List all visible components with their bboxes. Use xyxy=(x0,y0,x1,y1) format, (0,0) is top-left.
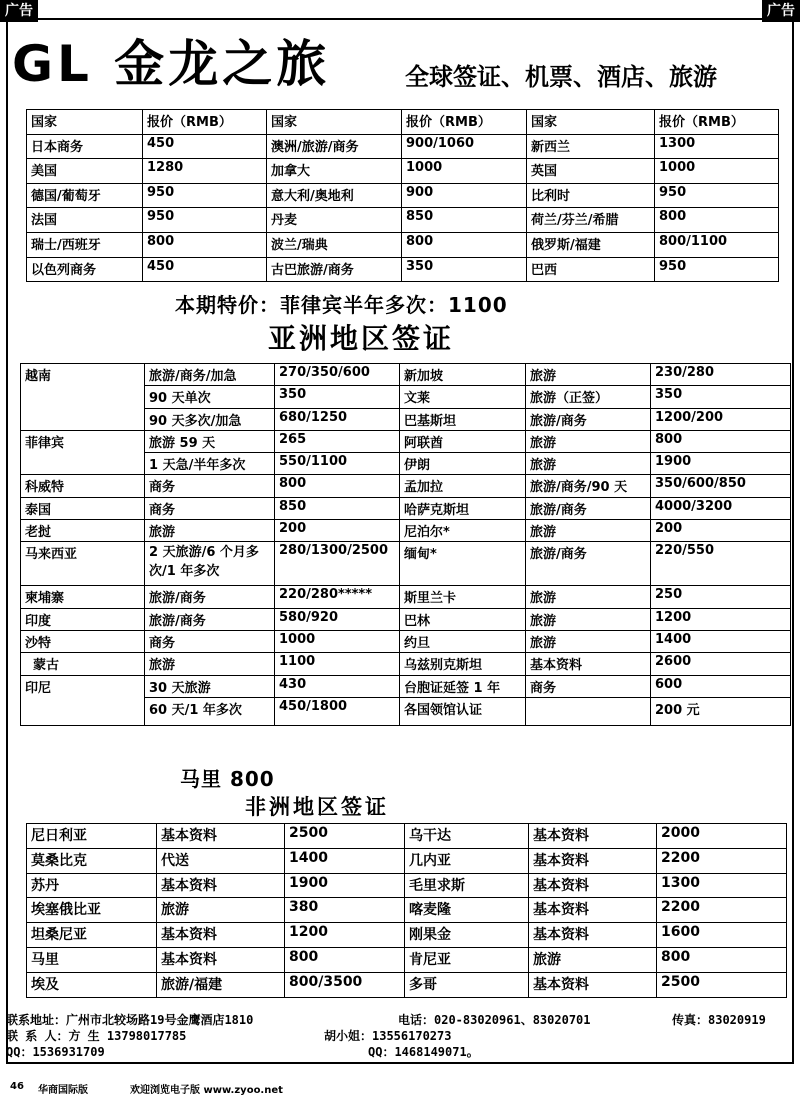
country-cell: 阿联酋 xyxy=(400,430,526,452)
africa-visa-table xyxy=(26,823,787,998)
country-cell: 沙特 xyxy=(21,630,145,652)
visa-type-cell: 基本资料 xyxy=(529,824,657,849)
country-cell: 几内亚 xyxy=(405,848,529,873)
column-header: 国家 xyxy=(27,110,143,135)
price-cell: 800 xyxy=(402,232,527,257)
country-cell: 孟加拉 xyxy=(400,475,526,497)
visa-type-cell: 基本资料 xyxy=(529,972,657,997)
country-cell: 法国 xyxy=(27,208,143,233)
country-cell: 瑞士/西班牙 xyxy=(27,232,143,257)
country-cell: 英国 xyxy=(527,159,655,184)
visa-type-cell: 代送 xyxy=(157,848,285,873)
contact-person-2: 胡小姐：13556170273 xyxy=(324,1029,452,1043)
country-cell: 以色列商务 xyxy=(27,257,143,282)
country-cell: 尼日利亚 xyxy=(27,824,157,849)
price-cell: 1000 xyxy=(402,159,527,184)
visa-type-cell: 旅游 xyxy=(526,453,651,475)
table-row xyxy=(27,972,787,997)
country-cell: 日本商务 xyxy=(27,134,143,159)
visa-type-cell: 2 天旅游/6 个月多次/1 年多次 xyxy=(145,542,275,586)
brand-title: GL 金龙之旅 xyxy=(12,35,331,93)
country-cell: 美国 xyxy=(27,159,143,184)
country-cell: 科威特 xyxy=(21,475,145,497)
price-cell: 800 xyxy=(285,947,405,972)
visa-type-cell: 旅游/商务/加急 xyxy=(145,364,275,386)
price-cell: 1200 xyxy=(651,608,791,630)
price-cell: 350 xyxy=(651,386,791,408)
country-cell: 加拿大 xyxy=(267,159,402,184)
country-cell: 缅甸* xyxy=(400,542,526,586)
visa-type-cell: 商务 xyxy=(526,675,651,697)
country-cell: 斯里兰卡 xyxy=(400,586,526,608)
visa-type-cell: 基本资料 xyxy=(529,898,657,923)
price-cell: 800/3500 xyxy=(285,972,405,997)
country-cell: 毛里求斯 xyxy=(405,873,529,898)
footer-slogan: 欢迎浏览电子版 www.zyoo.net xyxy=(130,1085,283,1096)
price-cell: 1900 xyxy=(285,873,405,898)
country-cell: 埃及 xyxy=(27,972,157,997)
country-cell: 马来西亚 xyxy=(21,542,145,586)
price-cell: 2500 xyxy=(285,824,405,849)
visa-type-cell: 旅游 xyxy=(145,653,275,675)
country-cell: 蒙古 xyxy=(21,653,145,675)
price-cell: 220/550 xyxy=(651,542,791,586)
price-cell: 950 xyxy=(143,183,267,208)
country-cell: 越南 xyxy=(21,364,145,431)
price-cell: 200 xyxy=(651,520,791,542)
mali-price: 马里 800 xyxy=(180,767,275,791)
price-cell: 2200 xyxy=(657,848,787,873)
table-row xyxy=(27,134,779,159)
country-cell: 肯尼亚 xyxy=(405,947,529,972)
column-header: 国家 xyxy=(527,110,655,135)
price-cell: 2000 xyxy=(657,824,787,849)
ad-label-left: 广告 xyxy=(0,0,38,22)
contact-address: 联系地址：广州市北较场路19号金鹰酒店1810 xyxy=(6,1013,254,1027)
table-row xyxy=(27,947,787,972)
price-cell: 280/1300/2500 xyxy=(275,542,400,586)
visa-type-cell: 旅游 xyxy=(526,364,651,386)
table-row xyxy=(27,183,779,208)
country-cell: 马里 xyxy=(27,947,157,972)
price-cell: 380 xyxy=(285,898,405,923)
price-cell: 850 xyxy=(402,208,527,233)
visa-type-cell: 90 天多次/加急 xyxy=(145,408,275,430)
country-cell: 哈萨克斯坦 xyxy=(400,497,526,519)
table-row xyxy=(21,608,791,630)
visa-type-cell: 旅游 xyxy=(526,608,651,630)
country-cell: 丹麦 xyxy=(267,208,402,233)
table-row xyxy=(21,586,791,608)
price-cell: 580/920 xyxy=(275,608,400,630)
country-cell: 刚果金 xyxy=(405,923,529,948)
visa-type-cell: 基本资料 xyxy=(157,923,285,948)
visa-type-cell: 旅游 xyxy=(526,586,651,608)
country-cell: 多哥 xyxy=(405,972,529,997)
table-row xyxy=(27,257,779,282)
asia-heading: 亚洲地区签证 xyxy=(268,322,455,355)
price-cell: 800 xyxy=(651,430,791,452)
price-cell: 250 xyxy=(651,586,791,608)
country-cell: 古巴旅游/商务 xyxy=(267,257,402,282)
price-cell: 950 xyxy=(655,183,779,208)
price-cell: 270/350/600 xyxy=(275,364,400,386)
country-cell: 巴西 xyxy=(527,257,655,282)
price-cell: 200 xyxy=(275,520,400,542)
country-cell: 意大利/奥地利 xyxy=(267,183,402,208)
country-cell: 比利时 xyxy=(527,183,655,208)
country-cell: 菲律宾 xyxy=(21,430,145,475)
country-cell: 巴林 xyxy=(400,608,526,630)
column-header: 报价（RMB） xyxy=(143,110,267,135)
price-cell: 2200 xyxy=(657,898,787,923)
table-row xyxy=(21,630,791,652)
visa-type-cell: 旅游/商务 xyxy=(526,408,651,430)
country-cell: 伊朗 xyxy=(400,453,526,475)
price-cell: 950 xyxy=(655,257,779,282)
contact-qq-2: QQ：1468149071。 xyxy=(368,1045,479,1059)
price-cell: 1100 xyxy=(275,653,400,675)
visa-type-cell: 旅游 xyxy=(529,947,657,972)
visa-type-cell: 旅游 xyxy=(145,520,275,542)
visa-type-cell: 旅游 xyxy=(526,520,651,542)
visa-type-cell: 旅游/商务 xyxy=(526,542,651,586)
price-cell: 1600 xyxy=(657,923,787,948)
table-row xyxy=(27,898,787,923)
visa-type-cell: 旅游 xyxy=(157,898,285,923)
price-cell: 450/1800 xyxy=(275,697,400,725)
table-row xyxy=(27,159,779,184)
country-cell: 苏丹 xyxy=(27,873,157,898)
price-cell: 800/1100 xyxy=(655,232,779,257)
price-table xyxy=(26,109,779,282)
table-row xyxy=(21,497,791,519)
price-cell: 1300 xyxy=(655,134,779,159)
price-cell: 680/1250 xyxy=(275,408,400,430)
visa-type-cell: 旅游 59 天 xyxy=(145,430,275,452)
country-cell: 新西兰 xyxy=(527,134,655,159)
country-cell: 乌干达 xyxy=(405,824,529,849)
country-cell: 莫桑比克 xyxy=(27,848,157,873)
price-cell: 350 xyxy=(402,257,527,282)
visa-type-cell: 基本资料 xyxy=(529,848,657,873)
brand-tagline: 全球签证、机票、酒店、旅游 xyxy=(405,63,717,91)
page-footer xyxy=(0,1076,800,1098)
price-cell: 4000/3200 xyxy=(651,497,791,519)
country-cell: 各国领馆认证 xyxy=(400,697,526,725)
column-header: 报价（RMB） xyxy=(655,110,779,135)
table-row xyxy=(21,475,791,497)
table-row xyxy=(27,923,787,948)
price-cell: 265 xyxy=(275,430,400,452)
price-cell: 800 xyxy=(655,208,779,233)
visa-type-cell: 商务 xyxy=(145,475,275,497)
visa-type-cell xyxy=(526,697,651,725)
visa-type-cell: 商务 xyxy=(145,630,275,652)
country-cell: 波兰/瑞典 xyxy=(267,232,402,257)
page-number: 46 xyxy=(10,1081,24,1092)
country-cell: 台胞证延签 1 年 xyxy=(400,675,526,697)
table-row xyxy=(21,542,791,586)
visa-type-cell: 基本资料 xyxy=(157,947,285,972)
visa-type-cell: 基本资料 xyxy=(529,873,657,898)
contact-fax: 传真：83020919 xyxy=(672,1013,766,1027)
price-cell: 1280 xyxy=(143,159,267,184)
visa-type-cell: 1 天急/半年多次 xyxy=(145,453,275,475)
price-cell: 350/600/850 xyxy=(651,475,791,497)
price-cell: 1000 xyxy=(655,159,779,184)
contact-person-1: 联 系 人：方 生 13798017785 xyxy=(6,1029,187,1043)
country-cell: 坦桑尼亚 xyxy=(27,923,157,948)
contact-phone: 电话：020-83020961、83020701 xyxy=(398,1013,591,1027)
price-cell: 450 xyxy=(143,134,267,159)
country-cell: 荷兰/芬兰/希腊 xyxy=(527,208,655,233)
table-row xyxy=(21,364,791,386)
price-cell: 850 xyxy=(275,497,400,519)
country-cell: 乌兹别克斯坦 xyxy=(400,653,526,675)
visa-type-cell: 商务 xyxy=(145,497,275,519)
column-header: 国家 xyxy=(267,110,402,135)
visa-type-cell: 30 天旅游 xyxy=(145,675,275,697)
price-cell: 1300 xyxy=(657,873,787,898)
visa-type-cell: 旅游/商务/90 天 xyxy=(526,475,651,497)
country-cell: 印尼 xyxy=(21,675,145,725)
price-cell: 950 xyxy=(143,208,267,233)
price-cell: 800 xyxy=(657,947,787,972)
visa-type-cell: 基本资料 xyxy=(157,873,285,898)
country-cell: 俄罗斯/福建 xyxy=(527,232,655,257)
table-row xyxy=(27,208,779,233)
table-header-row xyxy=(27,110,779,135)
visa-type-cell: 旅游（正签） xyxy=(526,386,651,408)
country-cell: 德国/葡萄牙 xyxy=(27,183,143,208)
price-cell: 350 xyxy=(275,386,400,408)
price-cell: 800 xyxy=(275,475,400,497)
country-cell: 埃塞俄比亚 xyxy=(27,898,157,923)
country-cell: 巴基斯坦 xyxy=(400,408,526,430)
price-cell: 600 xyxy=(651,675,791,697)
country-cell: 约旦 xyxy=(400,630,526,652)
country-cell: 澳洲/旅游/商务 xyxy=(267,134,402,159)
country-cell: 新加坡 xyxy=(400,364,526,386)
price-cell: 1200 xyxy=(285,923,405,948)
table-row xyxy=(27,873,787,898)
country-cell: 喀麦隆 xyxy=(405,898,529,923)
contact-qq-1: QQ：1536931709 xyxy=(6,1045,105,1059)
table-row xyxy=(27,848,787,873)
price-cell: 200 元 xyxy=(651,697,791,725)
visa-type-cell: 旅游/商务 xyxy=(145,586,275,608)
visa-type-cell: 旅游 xyxy=(526,630,651,652)
visa-type-cell: 基本资料 xyxy=(529,923,657,948)
africa-heading: 非洲地区签证 xyxy=(245,795,389,819)
visa-type-cell: 旅游/商务 xyxy=(145,608,275,630)
table-row xyxy=(27,824,787,849)
price-cell: 800 xyxy=(143,232,267,257)
column-header: 报价（RMB） xyxy=(402,110,527,135)
visa-type-cell: 基本资料 xyxy=(157,824,285,849)
table-row xyxy=(21,675,791,697)
price-cell: 1400 xyxy=(651,630,791,652)
price-cell: 1900 xyxy=(651,453,791,475)
visa-type-cell: 旅游/商务 xyxy=(526,497,651,519)
price-cell: 1000 xyxy=(275,630,400,652)
price-cell: 1400 xyxy=(285,848,405,873)
price-cell: 900/1060 xyxy=(402,134,527,159)
table-row xyxy=(21,653,791,675)
price-cell: 230/280 xyxy=(651,364,791,386)
visa-type-cell: 旅游/福建 xyxy=(157,972,285,997)
price-cell: 2500 xyxy=(657,972,787,997)
visa-type-cell: 旅游 xyxy=(526,430,651,452)
publication-name: 华商国际版 xyxy=(38,1085,88,1096)
price-cell: 450 xyxy=(143,257,267,282)
country-cell: 文莱 xyxy=(400,386,526,408)
price-cell: 550/1100 xyxy=(275,453,400,475)
country-cell: 尼泊尔* xyxy=(400,520,526,542)
price-cell: 1200/200 xyxy=(651,408,791,430)
visa-type-cell: 60 天/1 年多次 xyxy=(145,697,275,725)
table-row xyxy=(21,430,791,452)
country-cell: 印度 xyxy=(21,608,145,630)
ad-label-right: 广告 xyxy=(762,0,800,22)
visa-type-cell: 基本资料 xyxy=(526,653,651,675)
price-cell: 220/280***** xyxy=(275,586,400,608)
price-cell: 900 xyxy=(402,183,527,208)
table-row xyxy=(21,520,791,542)
table-row xyxy=(27,232,779,257)
country-cell: 泰国 xyxy=(21,497,145,519)
country-cell: 柬埔寨 xyxy=(21,586,145,608)
visa-type-cell: 90 天单次 xyxy=(145,386,275,408)
country-cell: 老挝 xyxy=(21,520,145,542)
special-offer: 本期特价：菲律宾半年多次：1100 xyxy=(175,293,508,317)
asia-visa-table xyxy=(20,363,791,726)
price-cell: 2600 xyxy=(651,653,791,675)
price-cell: 430 xyxy=(275,675,400,697)
